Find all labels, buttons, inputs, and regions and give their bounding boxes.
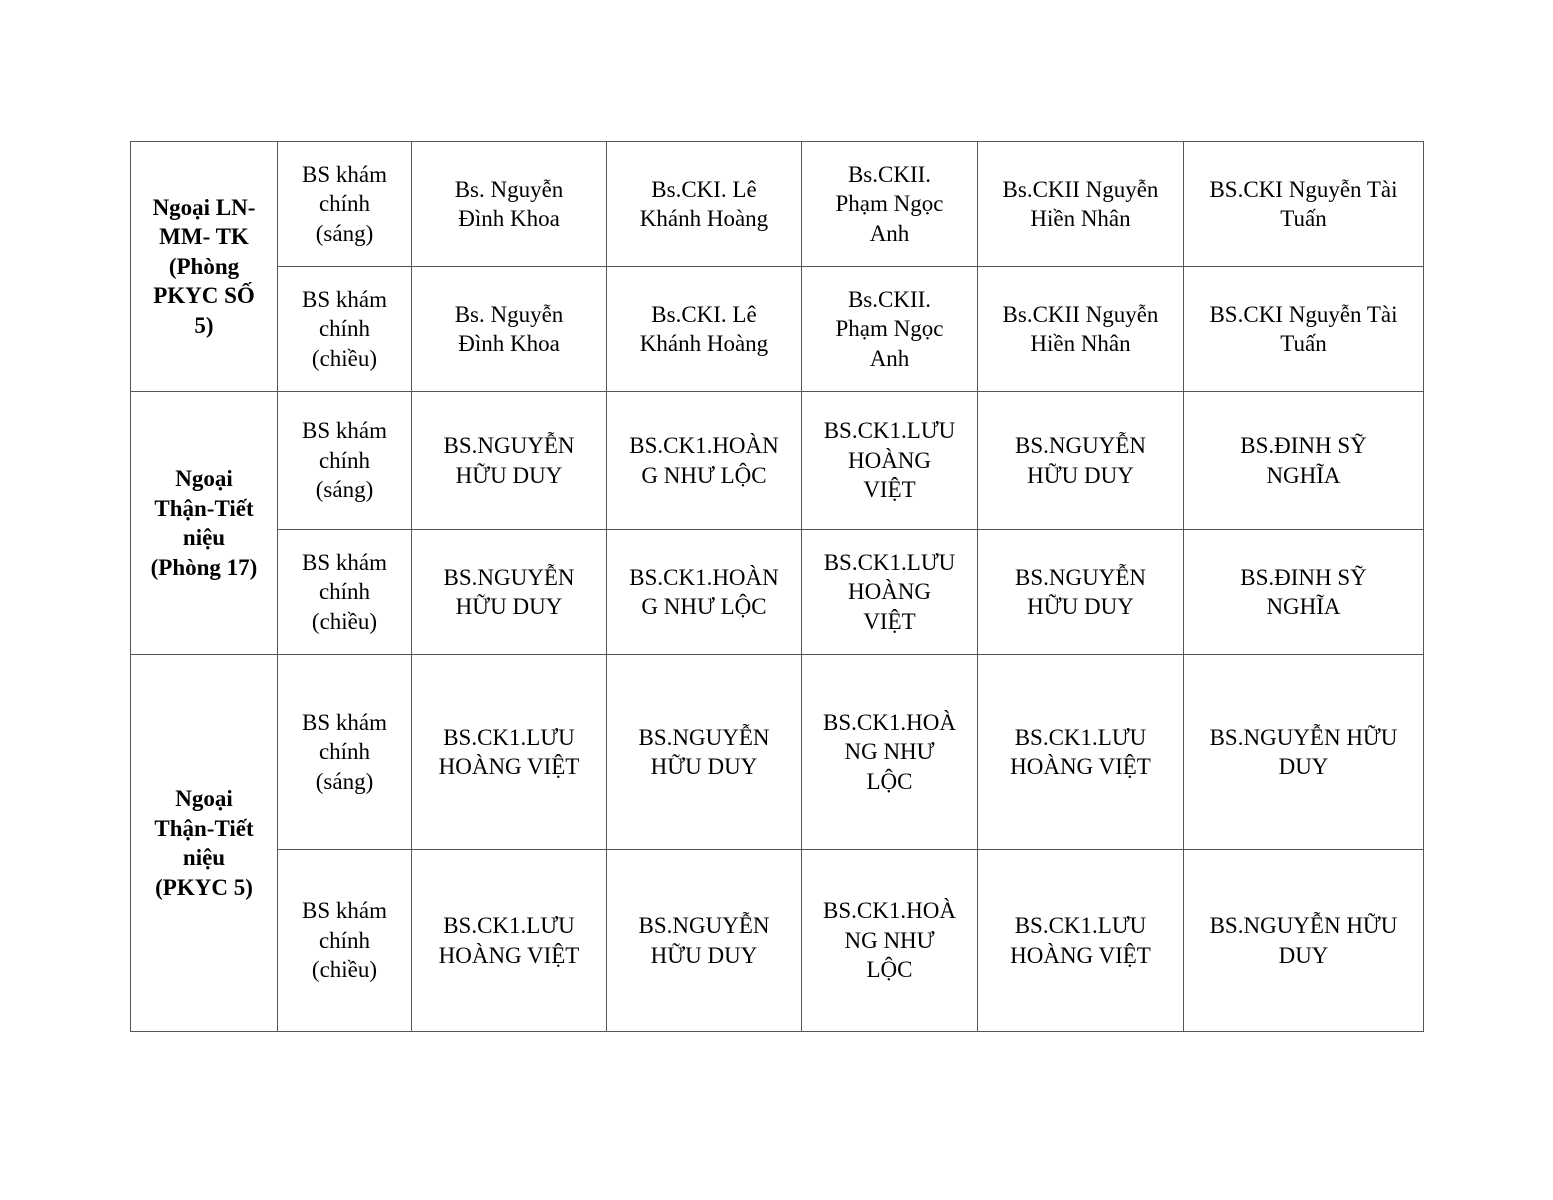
- doctor-cell: BS.NGUYỄN HỮU DUY: [412, 530, 607, 655]
- doctor-cell: BS.CKI Nguyễn Tài Tuấn: [1184, 142, 1424, 267]
- session-cell: BS khám chính (chiều): [278, 850, 412, 1032]
- table-row: [131, 850, 1424, 1032]
- doctor-cell: BS.NGUYỄN HỮU DUY: [607, 850, 802, 1032]
- doctor-cell: BS.CKI Nguyễn Tài Tuấn: [1184, 267, 1424, 392]
- doctor-cell: BS.CK1.LƯU HOÀNG VIỆT: [802, 530, 978, 655]
- doctor-cell: Bs.CKII Nguyễn Hiền Nhân: [978, 267, 1184, 392]
- doctor-cell: BS.CK1.HOÀ NG NHƯ LỘC: [802, 655, 978, 850]
- doctor-cell: BS.CK1.HOÀ NG NHƯ LỘC: [802, 850, 978, 1032]
- doctor-cell: BS.NGUYỄN HỮU DUY: [1184, 850, 1424, 1032]
- doctor-cell: BS.NGUYỄN HỮU DUY: [412, 392, 607, 530]
- table-row: [131, 530, 1424, 655]
- doctor-cell: Bs.CKII Nguyễn Hiền Nhân: [978, 142, 1184, 267]
- doctor-cell: BS.CK1.HOÀN G NHƯ LỘC: [607, 530, 802, 655]
- doctor-cell: Bs.CKII. Phạm Ngọc Anh: [802, 267, 978, 392]
- doctor-cell: BS.NGUYỄN HỮU DUY: [1184, 655, 1424, 850]
- doctor-cell: Bs.CKI. Lê Khánh Hoàng: [607, 142, 802, 267]
- doctor-cell: BS.CK1.LƯU HOÀNG VIỆT: [412, 655, 607, 850]
- doctor-cell: BS.CK1.LƯU HOÀNG VIỆT: [802, 392, 978, 530]
- doctor-schedule-table: [130, 141, 1424, 1032]
- table-row: [131, 267, 1424, 392]
- doctor-cell: BS.CK1.LƯU HOÀNG VIỆT: [412, 850, 607, 1032]
- session-cell: BS khám chính (chiều): [278, 267, 412, 392]
- doctor-cell: BS.ĐINH SỸ NGHĨA: [1184, 392, 1424, 530]
- doctor-cell: BS.NGUYỄN HỮU DUY: [607, 655, 802, 850]
- doctor-cell: Bs.CKII. Phạm Ngọc Anh: [802, 142, 978, 267]
- doctor-cell: BS.NGUYỄN HỮU DUY: [978, 392, 1184, 530]
- doctor-cell: BS.NGUYỄN HỮU DUY: [978, 530, 1184, 655]
- table-row: [131, 655, 1424, 850]
- session-cell: BS khám chính (chiều): [278, 530, 412, 655]
- doctor-cell: BS.CK1.HOÀN G NHƯ LỘC: [607, 392, 802, 530]
- session-cell: BS khám chính (sáng): [278, 142, 412, 267]
- session-cell: BS khám chính (sáng): [278, 392, 412, 530]
- doctor-cell: BS.CK1.LƯU HOÀNG VIỆT: [978, 850, 1184, 1032]
- table-row: [131, 142, 1424, 267]
- doctor-cell: BS.CK1.LƯU HOÀNG VIỆT: [978, 655, 1184, 850]
- department-cell: Ngoại Thận-Tiết niệu (PKYC 5): [131, 655, 278, 1032]
- table-row: [131, 392, 1424, 530]
- session-cell: BS khám chính (sáng): [278, 655, 412, 850]
- doctor-cell: Bs. Nguyễn Đình Khoa: [412, 142, 607, 267]
- doctor-cell: BS.ĐINH SỸ NGHĨA: [1184, 530, 1424, 655]
- doctor-cell: Bs. Nguyễn Đình Khoa: [412, 267, 607, 392]
- doctor-cell: Bs.CKI. Lê Khánh Hoàng: [607, 267, 802, 392]
- department-cell: Ngoại Thận-Tiết niệu (Phòng 17): [131, 392, 278, 655]
- department-cell: Ngoại LN- MM- TK (Phòng PKYC SỐ 5): [131, 142, 278, 392]
